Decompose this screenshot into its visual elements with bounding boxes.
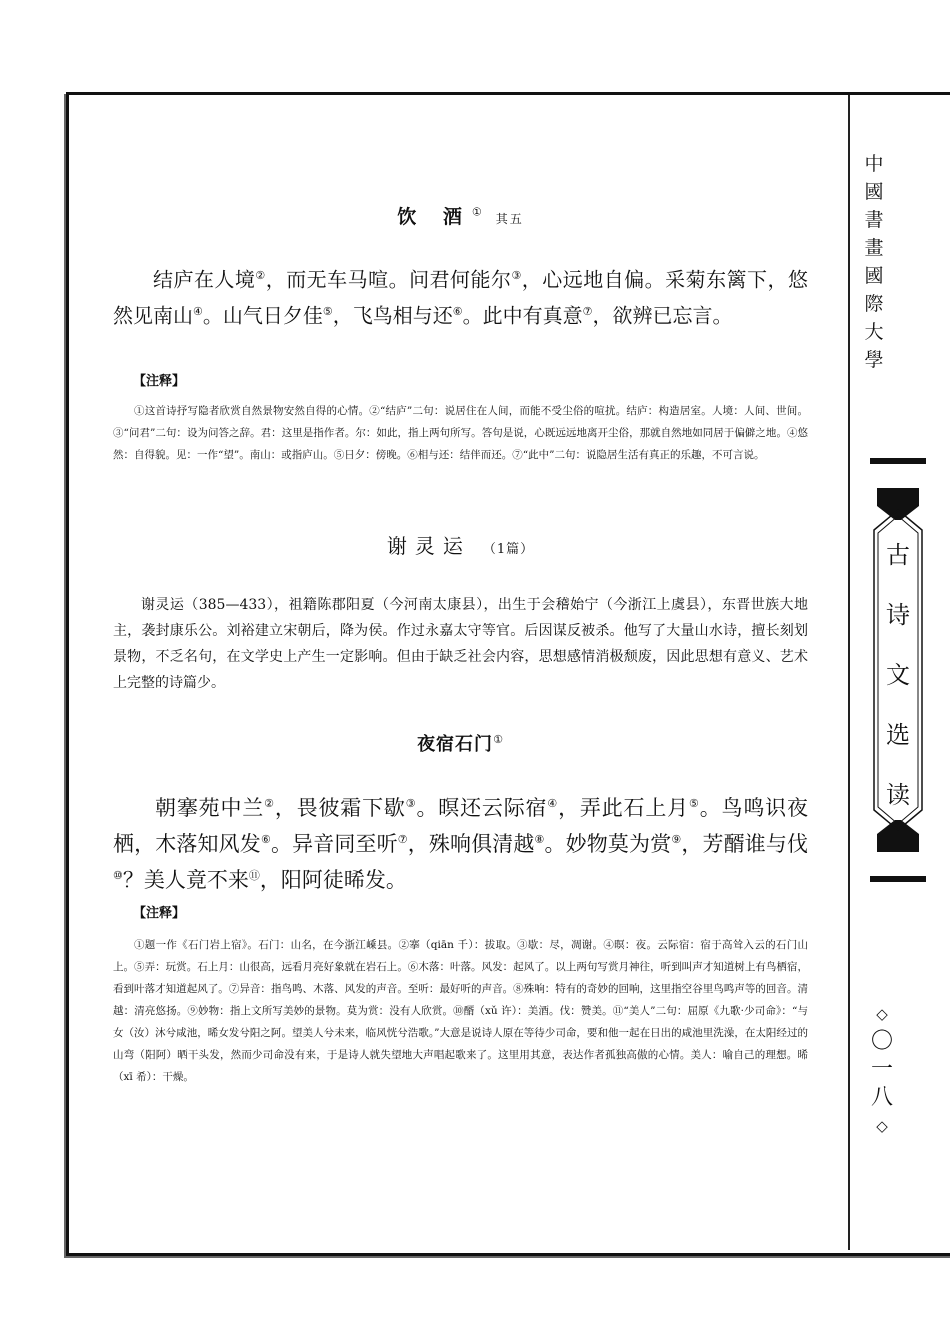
page-number xyxy=(862,1000,902,1140)
poem-text: 朝搴苑中兰②，畏彼霜下歇③。暝还云际宿④，弄此石上月⑤。鸟鸣识夜栖，木落知风发⑥。异音同至听⑦，殊响俱清越⑧。妙物莫为赏⑨，芳醑谁与伐⑩？美人竟不来⑪，阳阿徒晞发。 xyxy=(113,796,808,892)
notes-text: ①这首诗抒写隐者欣赏自然景物安然自得的心情。②“结庐”二句：说居住在人间，而能不受尘俗的喧扰。结庐：构造居室。人境：人间、世间。③“问君”二句：设为问答之辞。君：这里是指作者。尔：如此，指上两句所写。答句是说，心既远远地离开尘俗，那就自然地如同居于偏僻之地。④悠然：自得貌。见：一作“望”。南山：或指庐山。⑤日夕：傍晚。⑥相与还：结伴而还。⑦“此中”二句：说隐居生活有真正的乐趣，不可言说。 xyxy=(113,405,808,461)
series-char: 大 xyxy=(864,321,884,343)
page-number-char: 一 xyxy=(870,1057,893,1082)
notes-heading: 【注释】 xyxy=(133,906,186,921)
poem-text: 结庐在人境②，而无车马喧。问君何能尔③，心远地自偏。采菊东篱下，悠然见南山④。山气日夕佳⑤，飞鸟相与还⑥。此中有真意⑦，欲辨已忘言。 xyxy=(113,267,808,328)
page-number-char: ◇ xyxy=(876,1117,888,1135)
page-number-char: 八 xyxy=(870,1085,893,1110)
book-title-char: 古 xyxy=(886,541,910,569)
box-top-bar xyxy=(870,458,926,464)
page-number-char: ◇ xyxy=(876,1005,888,1023)
series-char: 學 xyxy=(864,349,884,371)
notes-heading: 【注释】 xyxy=(133,374,186,389)
series-char: 中 xyxy=(864,153,884,175)
series-char: 際 xyxy=(864,293,884,315)
author-bio: 谢灵运（385—433），祖籍陈郡阳夏（今河南太康县），出生于会稽始宁（今浙江上虞县），东晋世族大地主，袭封康乐公。刘裕建立宋朝后，降为侯。作过永嘉太守等官。后因谋反被杀。他写了大量山水诗，擅长刻划景物，不乏名句，在文学史上产生一定影响。但由于缺乏社会内容，思想感情消极颓废，因此思想有意义、艺术上完整的诗篇少。 xyxy=(113,597,808,691)
poem-subtitle: 其五 xyxy=(495,212,524,226)
series-char: 畫 xyxy=(864,237,884,259)
author-count: （1篇） xyxy=(482,542,535,557)
poem-title: 夜宿石门① xyxy=(417,733,504,755)
poem-title: 饮 酒① 其五 xyxy=(397,205,524,228)
author-name: 谢灵运 xyxy=(386,534,471,558)
book-title-char: 读 xyxy=(886,781,910,809)
page-number-char: 〇 xyxy=(870,1029,893,1054)
notes-text: ①题一作《石门岩上宿》。石门：山名，在今浙江嵊县。②搴（qiān 千）：拔取。③歇：尽，凋谢。④暝：夜。云际宿：宿于高耸入云的石门山上。⑤弄：玩赏。石上月：山很高，远看月亮好象就在岩石上。⑥木落：叶落。风发：起风了。以上两句写赏月神往，听到叫声才知道树上有鸟栖宿，看到叶落才知道起风了。⑦异音：指鸟鸣、木落、风发的声音。至听：最好听的声音。⑧殊响：特有的奇妙的回响，这里指空谷里鸟鸣声等的回音。清越：清亮悠扬。⑨妙物：指上文所写美妙的景物。莫为赏：没有人欣赏。⑩醑（xǔ 许）：美酒。伐：赞美。⑪“美人”二句：屈原《九歌·少司命》：“与女（汝）沐兮咸池，晞女发兮阳之阿。望美人兮未来，临风恍兮浩歌。”大意是说诗人原在等待少司命，要和他一起在日出的咸池里洗澡，在太阳经过的山弯（阳阿）晒干头发，然而少司命没有来，于是诗人就失望地大声唱起歌来了。这里用其意，表达作者孤独高傲的心情。美人：喻自己的理想。晞（xī 希）：干燥。 xyxy=(113,939,808,1083)
book-title xyxy=(871,525,925,825)
footnote-marker: ① xyxy=(493,733,504,746)
book-title-char: 文 xyxy=(886,661,910,689)
author-heading xyxy=(113,530,808,559)
series-char: 國 xyxy=(864,181,884,203)
series-char: 書 xyxy=(864,209,884,231)
book-title-char: 选 xyxy=(886,721,910,749)
box-bottom-bar xyxy=(870,876,926,882)
footnote-marker: ① xyxy=(471,205,482,219)
series-title xyxy=(856,150,892,374)
series-char: 國 xyxy=(864,265,884,287)
sidebar-divider xyxy=(848,95,850,1250)
book-title-char: 诗 xyxy=(886,601,910,629)
